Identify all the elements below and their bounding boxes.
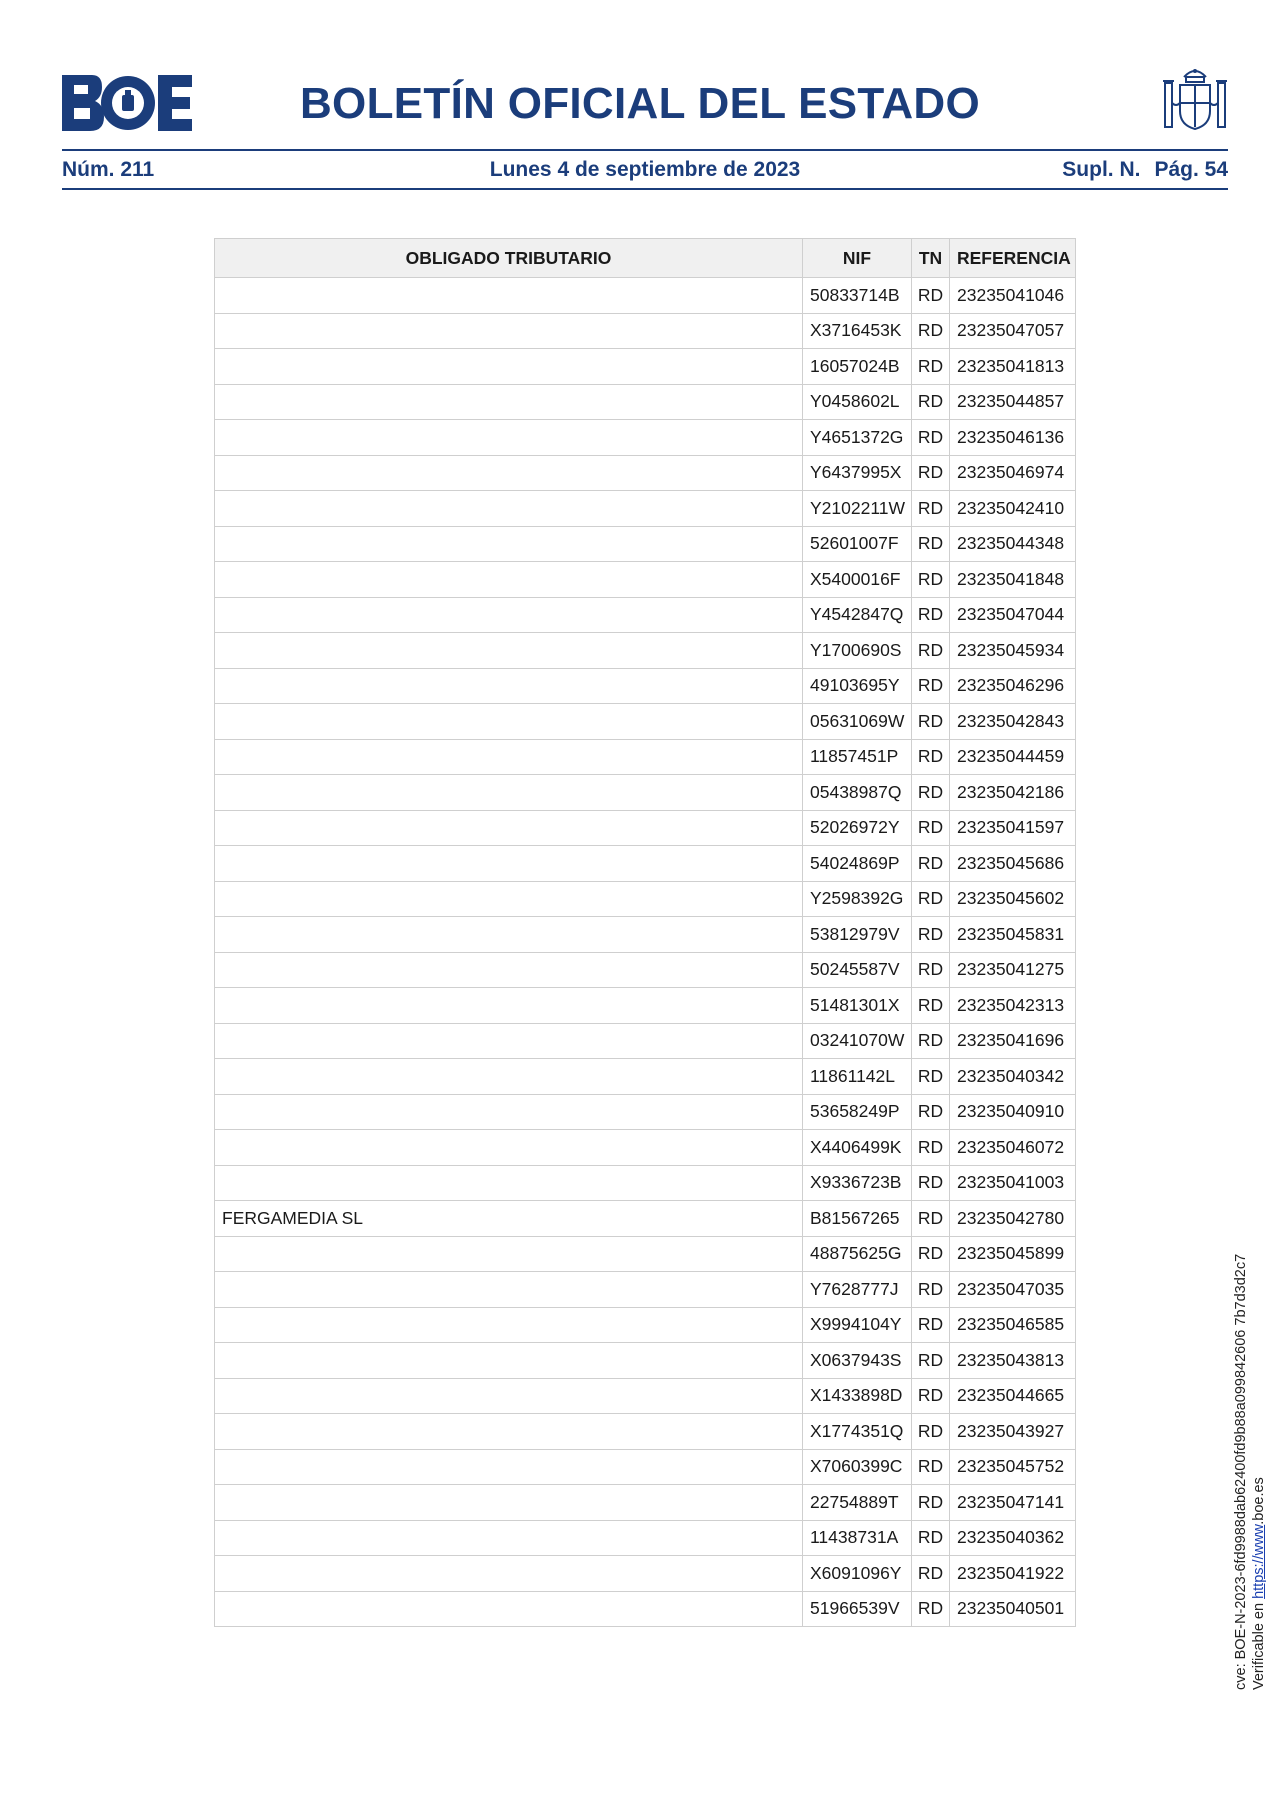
- cell-tn: RD: [912, 1130, 950, 1166]
- cell-tn: RD: [912, 278, 950, 314]
- cell-name: [215, 1520, 803, 1556]
- cell-tn: RD: [912, 1449, 950, 1485]
- cell-name: [215, 1272, 803, 1308]
- cell-ref: 23235046072: [950, 1130, 1076, 1166]
- cell-name: [215, 1556, 803, 1592]
- verify-link[interactable]: https://www: [1251, 1524, 1267, 1599]
- cell-ref: 23235046296: [950, 668, 1076, 704]
- table-row: [215, 562, 1076, 598]
- cell-ref: 23235040501: [950, 1591, 1076, 1627]
- cell-ref: 23235046974: [950, 455, 1076, 491]
- table-header-row: [215, 239, 1076, 278]
- cell-tn: RD: [912, 384, 950, 420]
- cell-nif: X1433898D: [803, 1378, 912, 1414]
- table-row: [215, 1485, 1076, 1521]
- cell-ref: 23235043813: [950, 1343, 1076, 1379]
- cell-nif: 11861142L: [803, 1059, 912, 1095]
- cell-nif: 52601007F: [803, 526, 912, 562]
- table-row: [215, 1094, 1076, 1130]
- cell-nif: 16057024B: [803, 349, 912, 385]
- cell-name: [215, 313, 803, 349]
- table-row: [215, 1130, 1076, 1166]
- cell-name: [215, 1307, 803, 1343]
- table-row: [215, 1414, 1076, 1450]
- cell-name: [215, 846, 803, 882]
- cell-name: [215, 1591, 803, 1627]
- table-row: [215, 1591, 1076, 1627]
- cell-nif: 51966539V: [803, 1591, 912, 1627]
- table-row: [215, 1378, 1076, 1414]
- cell-ref: 23235047044: [950, 597, 1076, 633]
- cell-tn: RD: [912, 1414, 950, 1450]
- cell-tn: RD: [912, 952, 950, 988]
- table-row: [215, 278, 1076, 314]
- cell-nif: Y4542847Q: [803, 597, 912, 633]
- cell-name: [215, 810, 803, 846]
- table-row: [215, 455, 1076, 491]
- table-row: [215, 1520, 1076, 1556]
- cell-tn: RD: [912, 775, 950, 811]
- cell-ref: 23235044459: [950, 739, 1076, 775]
- cell-name: [215, 420, 803, 456]
- cell-tn: RD: [912, 1556, 950, 1592]
- cell-nif: 53812979V: [803, 917, 912, 953]
- cell-ref: 23235040910: [950, 1094, 1076, 1130]
- cell-tn: RD: [912, 1343, 950, 1379]
- cell-tn: RD: [912, 455, 950, 491]
- cell-tn: RD: [912, 1520, 950, 1556]
- verify-line: [1250, 1254, 1268, 1690]
- cell-tn: RD: [912, 917, 950, 953]
- cell-ref: 23235047057: [950, 313, 1076, 349]
- cell-ref: 23235046585: [950, 1307, 1076, 1343]
- cell-nif: 51481301X: [803, 988, 912, 1024]
- cell-tn: RD: [912, 1272, 950, 1308]
- cell-ref: 23235043927: [950, 1414, 1076, 1450]
- cell-ref: 23235045831: [950, 917, 1076, 953]
- cell-name: [215, 775, 803, 811]
- cell-name: [215, 1059, 803, 1095]
- cell-tn: RD: [912, 1094, 950, 1130]
- cell-ref: 23235042843: [950, 704, 1076, 740]
- issue-date: Lunes 4 de septiembre de 2023: [489, 158, 801, 181]
- cell-tn: RD: [912, 1165, 950, 1201]
- cell-name: [215, 1414, 803, 1450]
- cell-nif: 05438987Q: [803, 775, 912, 811]
- cell-nif: 22754889T: [803, 1485, 912, 1521]
- cell-name: FERGAMEDIA SL: [215, 1201, 803, 1237]
- cell-nif: X4406499K: [803, 1130, 912, 1166]
- table-row: [215, 810, 1076, 846]
- column-header-name: OBLIGADO TRIBUTARIO: [215, 239, 803, 278]
- table-row: [215, 917, 1076, 953]
- cell-nif: Y4651372G: [803, 420, 912, 456]
- cell-nif: Y2598392G: [803, 881, 912, 917]
- cell-tn: RD: [912, 597, 950, 633]
- cell-nif: B81567265: [803, 1201, 912, 1237]
- cell-name: [215, 384, 803, 420]
- cell-tn: RD: [912, 349, 950, 385]
- cell-nif: 11438731A: [803, 1520, 912, 1556]
- cell-nif: X9994104Y: [803, 1307, 912, 1343]
- table-row: [215, 846, 1076, 882]
- table-row: [215, 952, 1076, 988]
- table-row: [215, 1449, 1076, 1485]
- cell-nif: 50245587V: [803, 952, 912, 988]
- table-row: [215, 384, 1076, 420]
- cell-name: [215, 1130, 803, 1166]
- cell-name: [215, 278, 803, 314]
- table-row: [215, 491, 1076, 527]
- cell-tn: RD: [912, 704, 950, 740]
- cell-name: [215, 1023, 803, 1059]
- table-row: [215, 1343, 1076, 1379]
- cell-name: [215, 526, 803, 562]
- cell-name: [215, 1165, 803, 1201]
- cell-nif: 03241070W: [803, 1023, 912, 1059]
- header-rule-bottom: [62, 188, 1228, 190]
- cell-name: [215, 668, 803, 704]
- table-row: [215, 775, 1076, 811]
- cell-name: [215, 1236, 803, 1272]
- cell-ref: 23235044348: [950, 526, 1076, 562]
- cell-ref: 23235047035: [950, 1272, 1076, 1308]
- cell-nif: Y2102211W: [803, 491, 912, 527]
- boe-logo: [62, 75, 192, 131]
- cell-nif: X3716453K: [803, 313, 912, 349]
- table-row: [215, 1201, 1076, 1237]
- table-row: [215, 1307, 1076, 1343]
- table-row: [215, 739, 1076, 775]
- cell-nif: Y6437995X: [803, 455, 912, 491]
- table-row: [215, 313, 1076, 349]
- table-row: [215, 1059, 1076, 1095]
- cell-tn: RD: [912, 1201, 950, 1237]
- cell-name: [215, 1449, 803, 1485]
- cell-tn: RD: [912, 526, 950, 562]
- cell-name: [215, 704, 803, 740]
- cell-tn: RD: [912, 420, 950, 456]
- cell-ref: 23235044857: [950, 384, 1076, 420]
- cell-ref: 23235041848: [950, 562, 1076, 598]
- cell-ref: 23235044665: [950, 1378, 1076, 1414]
- cell-ref: 23235045602: [950, 881, 1076, 917]
- table-row: [215, 1272, 1076, 1308]
- cell-nif: 52026972Y: [803, 810, 912, 846]
- table-body: [215, 278, 1076, 1627]
- cell-ref: 23235041597: [950, 810, 1076, 846]
- column-header-nif: NIF: [803, 239, 912, 278]
- cell-ref: 23235041696: [950, 1023, 1076, 1059]
- cell-ref: 23235041046: [950, 278, 1076, 314]
- cell-ref: 23235045934: [950, 633, 1076, 669]
- page-reference: [1062, 155, 1228, 185]
- cell-ref: 23235041003: [950, 1165, 1076, 1201]
- cell-ref: 23235040362: [950, 1520, 1076, 1556]
- verify-suffix: .boe.es: [1251, 1477, 1267, 1525]
- cell-name: [215, 562, 803, 598]
- coat-of-arms-icon: [1160, 63, 1230, 138]
- cell-nif: X6091096Y: [803, 1556, 912, 1592]
- cell-ref: 23235047141: [950, 1485, 1076, 1521]
- cell-nif: 53658249P: [803, 1094, 912, 1130]
- cell-tn: RD: [912, 1378, 950, 1414]
- cell-tn: RD: [912, 810, 950, 846]
- verify-prefix: Verificable en: [1251, 1598, 1267, 1690]
- cell-nif: Y7628777J: [803, 1272, 912, 1308]
- table-row: [215, 349, 1076, 385]
- cell-ref: 23235042186: [950, 775, 1076, 811]
- cell-name: [215, 988, 803, 1024]
- header-rule-top: [62, 149, 1228, 151]
- cell-nif: X0637943S: [803, 1343, 912, 1379]
- table-row: [215, 881, 1076, 917]
- cell-tn: RD: [912, 1485, 950, 1521]
- cell-name: [215, 597, 803, 633]
- cell-name: [215, 1343, 803, 1379]
- cell-name: [215, 491, 803, 527]
- cell-nif: 50833714B: [803, 278, 912, 314]
- page-number: Pág. 54: [1154, 158, 1228, 181]
- cell-tn: RD: [912, 633, 950, 669]
- cell-nif: 49103695Y: [803, 668, 912, 704]
- cell-nif: Y0458602L: [803, 384, 912, 420]
- cell-tn: RD: [912, 1591, 950, 1627]
- cell-name: [215, 917, 803, 953]
- cell-ref: 23235041922: [950, 1556, 1076, 1592]
- table-row: [215, 1023, 1076, 1059]
- table-row: [215, 597, 1076, 633]
- table-row: [215, 1556, 1076, 1592]
- supplement-label: Supl. N.: [1062, 158, 1141, 181]
- cell-ref: 23235042780: [950, 1201, 1076, 1237]
- cell-tn: RD: [912, 1236, 950, 1272]
- page-title: BOLETÍN OFICIAL DEL ESTADO: [299, 79, 981, 128]
- column-header-tn: TN: [912, 239, 950, 278]
- cell-tn: RD: [912, 562, 950, 598]
- cell-name: [215, 633, 803, 669]
- cell-name: [215, 881, 803, 917]
- cell-tn: RD: [912, 313, 950, 349]
- table-row: [215, 420, 1076, 456]
- cell-ref: 23235042410: [950, 491, 1076, 527]
- cell-nif: 05631069W: [803, 704, 912, 740]
- cell-nif: 11857451P: [803, 739, 912, 775]
- cell-tn: RD: [912, 491, 950, 527]
- issue-number: Núm. 211: [62, 158, 155, 181]
- cell-name: [215, 1485, 803, 1521]
- cell-nif: Y1700690S: [803, 633, 912, 669]
- table-row: [215, 1165, 1076, 1201]
- cell-name: [215, 739, 803, 775]
- cell-nif: X9336723B: [803, 1165, 912, 1201]
- table-row: [215, 668, 1076, 704]
- cell-nif: X1774351Q: [803, 1414, 912, 1450]
- cell-ref: 23235045899: [950, 1236, 1076, 1272]
- table-row: [215, 704, 1076, 740]
- cell-nif: X5400016F: [803, 562, 912, 598]
- cell-ref: 23235041275: [950, 952, 1076, 988]
- cell-ref: 23235040342: [950, 1059, 1076, 1095]
- cell-ref: 23235046136: [950, 420, 1076, 456]
- table-row: [215, 1236, 1076, 1272]
- table-row: [215, 988, 1076, 1024]
- cell-name: [215, 455, 803, 491]
- cell-tn: RD: [912, 846, 950, 882]
- cell-nif: X7060399C: [803, 1449, 912, 1485]
- cell-name: [215, 1378, 803, 1414]
- cell-tn: RD: [912, 1307, 950, 1343]
- table-row: [215, 526, 1076, 562]
- cell-ref: 23235045686: [950, 846, 1076, 882]
- cell-ref: 23235045752: [950, 1449, 1076, 1485]
- cve-code: cve: BOE-N-2023-6fd9988dab62400fd9b88a099842606 7b7d3d2c7: [1233, 1253, 1249, 1690]
- cell-tn: RD: [912, 1059, 950, 1095]
- cell-nif: 54024869P: [803, 846, 912, 882]
- cell-tn: RD: [912, 881, 950, 917]
- column-header-ref: REFERENCIA: [950, 239, 1076, 278]
- cell-nif: 48875625G: [803, 1236, 912, 1272]
- taxpayer-table: [214, 238, 1076, 1627]
- cell-ref: 23235042313: [950, 988, 1076, 1024]
- cell-name: [215, 952, 803, 988]
- cell-tn: RD: [912, 988, 950, 1024]
- table-row: [215, 633, 1076, 669]
- cell-tn: RD: [912, 1023, 950, 1059]
- cell-ref: 23235041813: [950, 349, 1076, 385]
- cell-tn: RD: [912, 668, 950, 704]
- cell-name: [215, 1094, 803, 1130]
- cell-tn: RD: [912, 739, 950, 775]
- verification-text: [1232, 1254, 1268, 1690]
- cell-name: [215, 349, 803, 385]
